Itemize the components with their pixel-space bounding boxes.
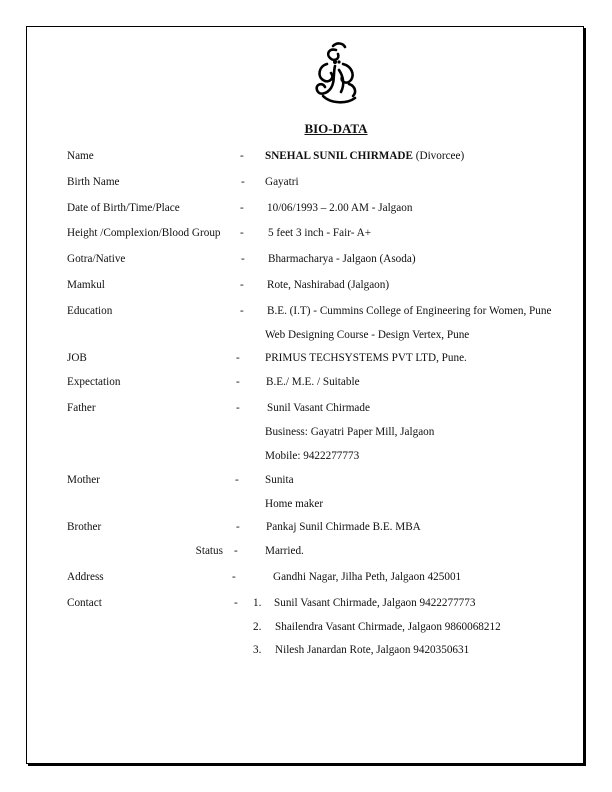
father-mobile: Mobile: 9422277773 [265,450,360,462]
father-dash: - [236,402,240,414]
mother-label: Mother [67,474,100,486]
status-label: Status [195,545,223,557]
page-title: BIO-DATA [304,121,368,136]
gotra-dash: - [241,253,245,265]
gotra-label: Gotra/Native [67,253,126,265]
brother-dash: - [236,521,240,533]
mamkul-value: Rote, Nashirabad (Jalgaon) [267,279,390,291]
gotra-value: Bharmacharya - Jalgaon (Asoda) [268,253,416,265]
address-label: Address [67,571,104,583]
birth-name-label: Birth Name [67,176,120,188]
brother-label: Brother [67,521,102,533]
mother-name: Sunita [265,474,294,486]
education-line1: B.E. (I.T) - Cummins College of Engineering for Women, Pune [267,305,552,317]
dob-label: Date of Birth/Time/Place [67,202,180,214]
name-dash: - [240,150,244,162]
job-value: PRIMUS TECHSYSTEMS PVT LTD, Pune. [265,352,467,364]
contact-item-3: Nilesh Janardan Rote, Jalgaon 9420350631 [275,644,470,656]
name-value [265,150,464,162]
job-label: JOB [67,352,87,364]
name-value-rest: (Divorcee) [412,150,465,162]
address-dash: - [232,571,236,583]
address-value: Gandhi Nagar, Jilha Peth, Jalgaon 425001 [273,571,462,583]
height-label: Height /Complexion/Blood Group [67,227,221,239]
brother-value: Pankaj Sunil Chirmade B.E. MBA [266,521,421,533]
dob-value: 10/06/1993 – 2.00 AM - Jalgaon [267,202,413,214]
status-value: Married. [265,545,304,557]
contact-number-2: 2. [253,621,262,633]
mother-occupation: Home maker [265,498,324,510]
ganesha-icon [309,40,365,110]
birth-name-value: Gayatri [265,176,299,188]
birth-name-dash: - [241,176,245,188]
contact-dash: - [234,597,238,609]
father-label: Father [67,402,96,414]
height-value: 5 feet 3 inch - Fair- A+ [268,227,372,239]
contact-label: Contact [67,597,102,609]
dob-dash: - [240,202,244,214]
name-value-bold: SNEHAL SUNIL CHIRMADE [265,150,413,162]
contact-item-1: Sunil Vasant Chirmade, Jalgaon 9422277773 [274,597,476,609]
education-label: Education [67,305,113,317]
height-dash: - [240,227,244,239]
father-name: Sunil Vasant Chirmade [267,402,370,414]
expectation-label: Expectation [67,376,121,388]
education-dash: - [240,305,244,317]
name-label: Name [67,150,94,162]
contact-number-1: 1. [253,597,262,609]
contact-item-2: Shailendra Vasant Chirmade, Jalgaon 9860068212 [275,621,501,633]
contact-number-3: 3. [253,644,262,656]
expectation-dash: - [236,376,240,388]
expectation-value: B.E./ M.E. / Suitable [266,376,360,388]
mamkul-label: Mamkul [67,279,105,291]
status-dash: - [234,545,238,557]
education-line2: Web Designing Course - Design Vertex, Pune [265,329,470,341]
job-dash: - [236,352,240,364]
mother-dash: - [235,474,239,486]
father-business: Business: Gayatri Paper Mill, Jalgaon [265,426,435,438]
mamkul-dash: - [240,279,244,291]
